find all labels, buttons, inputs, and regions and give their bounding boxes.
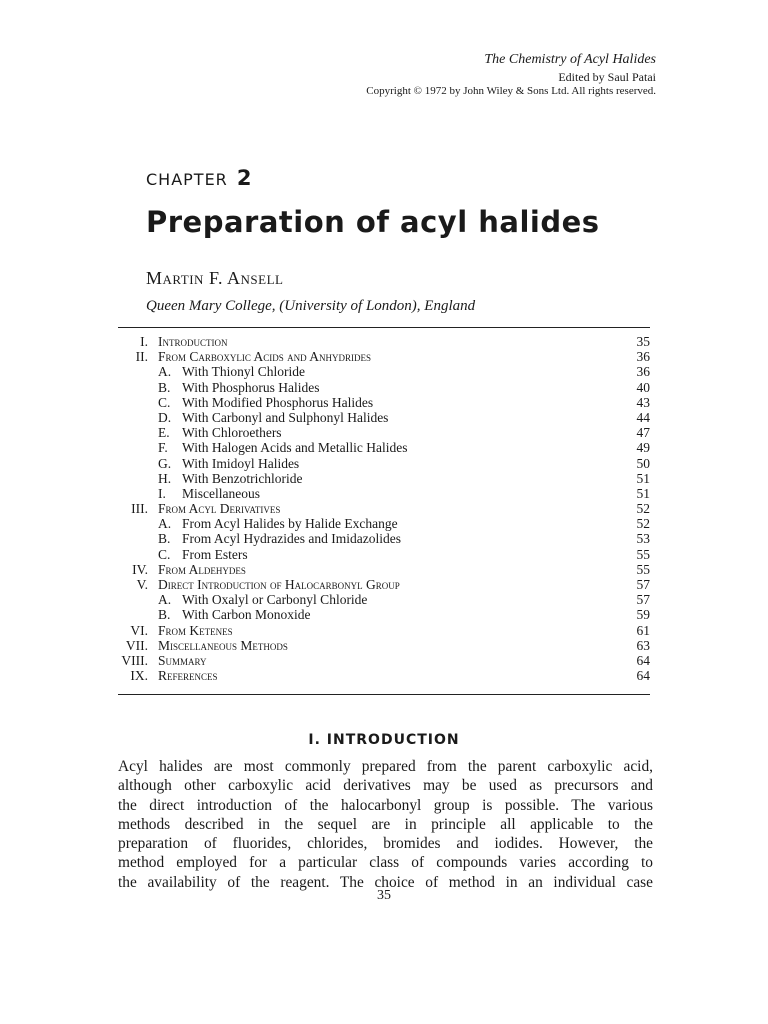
toc-entry-label: With Benzotrichloride <box>182 470 303 486</box>
toc-entry-letter: B. <box>158 379 171 395</box>
toc-entry-letter: A. <box>158 516 172 532</box>
toc-entry-page: 55 <box>636 561 650 577</box>
toc-entry <box>0 471 768 486</box>
toc-entry-letter: F. <box>158 440 168 456</box>
toc-entry <box>0 531 768 546</box>
toc-entry-numeral: IV. <box>132 561 148 577</box>
toc-entry-page: 64 <box>636 668 650 684</box>
toc-entry-label: With Carbon Monoxide <box>182 607 311 623</box>
toc-entry-page: 49 <box>636 440 650 456</box>
toc-entry <box>0 440 768 455</box>
toc-entry-title <box>158 395 373 410</box>
toc-entry-label: With Carbonyl and Sulphonyl Halides <box>182 409 389 425</box>
chapter-author: Martin F. Ansell <box>146 268 284 288</box>
toc-entry-label: With Oxalyl or Carbonyl Chloride <box>182 592 368 608</box>
toc-entry-title <box>158 456 299 471</box>
toc-entry-title <box>158 501 280 516</box>
toc-entry-numeral: VII. <box>125 637 148 653</box>
toc-entry-label: References <box>158 668 218 684</box>
toc-entry-letter: D. <box>158 409 172 425</box>
chapter-label <box>146 166 253 190</box>
toc-entry <box>0 577 768 592</box>
toc-entry <box>0 334 768 349</box>
toc-entry-page: 50 <box>636 455 650 471</box>
toc-entry <box>0 562 768 577</box>
toc-entry-page: 44 <box>636 409 650 425</box>
body-line: although other carboxylic acid derivatives may be used as precursors and <box>118 777 653 795</box>
toc-entry-label: With Modified Phosphorus Halides <box>182 394 374 410</box>
toc-entry-page: 63 <box>636 637 650 653</box>
toc-entry-page: 57 <box>636 592 650 608</box>
toc-entry-numeral: VI. <box>130 622 148 638</box>
body-line: methods described in the sequel are in principle all applicable to the <box>118 815 653 833</box>
toc-entry-page: 57 <box>636 577 650 592</box>
toc-entry <box>0 623 768 638</box>
toc-entry <box>0 547 768 562</box>
toc-entry-label: Introduction <box>158 334 228 349</box>
toc-top-rule <box>118 327 650 328</box>
toc-entry-letter: C. <box>158 546 171 562</box>
toc-entry <box>0 668 768 683</box>
toc-entry-title <box>158 425 282 440</box>
toc-entry-page: 52 <box>636 501 650 517</box>
toc-entry-label: With Chloroethers <box>182 425 282 441</box>
toc-entry <box>0 395 768 410</box>
toc-entry-title <box>158 349 371 364</box>
toc-entry-title <box>158 334 228 349</box>
toc-entry-letter: A. <box>158 592 172 608</box>
toc-entry-title <box>158 638 288 653</box>
body-line: Acyl halides are most commonly prepared from the parent carboxylic acid, <box>118 758 653 775</box>
toc-entry-label: With Imidoyl Halides <box>182 455 300 471</box>
toc-entry <box>0 380 768 395</box>
toc-entry-letter: H. <box>158 470 172 486</box>
toc-entry <box>0 364 768 379</box>
toc-entry-label: Direct Introduction of Halocarbonyl Group <box>158 577 400 592</box>
toc-entry-label: From Carboxylic Acids and Anhydrides <box>158 349 372 365</box>
toc-entry-page: 53 <box>636 531 650 547</box>
toc-entry-title <box>158 607 310 622</box>
body-line: preparation of fluorides, chlorides, bromides and iodides. However, the <box>118 835 653 853</box>
toc-entry-title <box>158 562 246 577</box>
toc-entry-label: With Halogen Acids and Metallic Halides <box>182 440 408 456</box>
toc-entry-label: From Acyl Derivatives <box>158 501 281 517</box>
toc-entry-page: 36 <box>636 349 650 365</box>
toc-entry-title <box>158 486 260 501</box>
body-line: the direct introduction of the halocarbonyl group is possible. The various <box>118 796 653 814</box>
toc-entry-title <box>158 440 408 455</box>
toc-entry <box>0 501 768 516</box>
toc-entry-label: From Ketenes <box>158 622 233 638</box>
toc-entry-title <box>158 471 303 486</box>
toc-entry <box>0 653 768 668</box>
toc-entry-page: 35 <box>636 334 650 349</box>
body-line: the availability of the reagent. The choice of method in an individual case <box>118 873 653 891</box>
toc-entry-numeral: V. <box>136 577 148 592</box>
toc-entry-page: 52 <box>636 516 650 532</box>
toc-entry-label: Summary <box>158 652 207 668</box>
toc-entry-title <box>158 380 319 395</box>
toc-entry <box>0 638 768 653</box>
body-paragraph <box>118 757 653 892</box>
toc-entry <box>0 410 768 425</box>
toc-entry-title <box>158 577 400 592</box>
toc-entry-label: Miscellaneous <box>182 485 260 501</box>
toc-entry-title <box>158 623 233 638</box>
toc-entry-numeral: III. <box>131 501 148 517</box>
toc-entry-numeral: II. <box>135 349 148 365</box>
toc-entry-title <box>158 668 218 683</box>
toc-entry-letter: I. <box>158 485 166 501</box>
chapter-label-word: CHAPTER <box>146 170 228 189</box>
toc-entry-page: 59 <box>636 607 650 623</box>
toc-entry <box>0 425 768 440</box>
toc-entry-title <box>158 592 367 607</box>
toc-entry <box>0 349 768 364</box>
book-title: The Chemistry of Acyl Halides <box>484 52 656 67</box>
chapter-title: Preparation of acyl halides <box>146 205 600 239</box>
toc-entry <box>0 486 768 501</box>
book-editor: Edited by Saul Patai <box>558 70 656 84</box>
toc-entry-page: 43 <box>636 394 650 410</box>
toc-entry-page: 40 <box>636 379 650 395</box>
toc-entry-label: From Acyl Halides by Halide Exchange <box>182 516 398 532</box>
toc-entry <box>0 516 768 531</box>
toc-entry <box>0 456 768 471</box>
toc-entry-letter: A. <box>158 364 172 380</box>
toc-entry-page: 64 <box>636 652 650 668</box>
toc-entry-label: From Aldehydes <box>158 561 246 577</box>
toc-entry-page: 51 <box>636 470 650 486</box>
toc-entry-letter: B. <box>158 607 171 623</box>
toc-entry-title <box>158 516 398 531</box>
copyright-notice: Copyright © 1972 by John Wiley & Sons Ltd. All rights reserved. <box>366 85 656 97</box>
toc-entry-title <box>158 531 401 546</box>
toc-entry-title <box>158 364 305 379</box>
toc-entry-page: 36 <box>636 364 650 380</box>
toc-entry-label: From Esters <box>182 546 248 562</box>
toc-entry-numeral: IX. <box>130 668 148 684</box>
toc-entry-label: With Phosphorus Halides <box>182 379 320 395</box>
toc-entry-letter: C. <box>158 394 171 410</box>
toc-entry-label: Miscellaneous Methods <box>158 637 288 653</box>
body-line: method employed for a particular class of compounds varies according to <box>118 854 653 872</box>
toc-entry-page: 61 <box>636 622 650 638</box>
toc-entry-title <box>158 653 207 668</box>
toc-entry <box>0 607 768 622</box>
toc-entry-title <box>158 410 388 425</box>
toc-entry-title <box>158 547 248 562</box>
toc-entry-letter: E. <box>158 425 170 441</box>
toc-entry-label: From Acyl Hydrazides and Imidazolides <box>182 531 401 547</box>
toc-bottom-rule <box>118 694 650 695</box>
table-of-contents <box>0 334 768 683</box>
toc-entry-page: 55 <box>636 546 650 562</box>
toc-entry-letter: G. <box>158 455 172 471</box>
toc-entry-page: 51 <box>636 485 650 501</box>
author-affiliation: Queen Mary College, (University of London), England <box>146 298 476 314</box>
chapter-number: 2 <box>236 166 253 190</box>
toc-entry-numeral: I. <box>140 334 148 349</box>
toc-entry-page: 47 <box>636 425 650 441</box>
toc-entry <box>0 592 768 607</box>
toc-entry-numeral: VIII. <box>121 652 148 668</box>
page-number: 35 <box>377 888 391 903</box>
toc-entry-label: With Thionyl Chloride <box>182 364 305 380</box>
toc-entry-letter: B. <box>158 531 171 547</box>
section-heading: I. INTRODUCTION <box>308 732 460 748</box>
